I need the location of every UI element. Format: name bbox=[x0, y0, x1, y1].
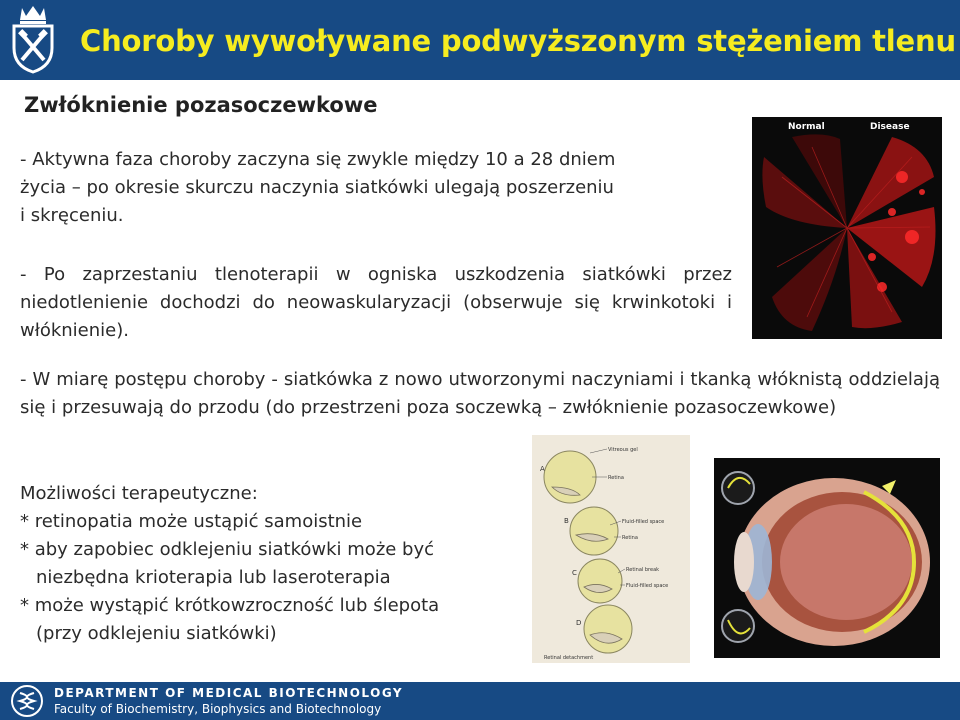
label-retinal-break: Retinal break bbox=[626, 567, 660, 573]
paragraph-line: życia – po okresie skurczu naczynia siatkówki ulegają poszerzeniu bbox=[20, 177, 614, 198]
therapy-options bbox=[20, 480, 540, 648]
paragraph-line: i skręceniu. bbox=[20, 205, 124, 226]
panel-a-label: A bbox=[540, 465, 545, 473]
eye-cross-section-image bbox=[714, 458, 940, 658]
label-vitreous-gel: Vitreous gel bbox=[608, 447, 638, 453]
label-disease: Disease bbox=[870, 122, 910, 132]
paragraph-active-phase bbox=[20, 146, 740, 230]
university-crest-icon bbox=[8, 4, 58, 74]
panel-b-label: B bbox=[564, 517, 569, 525]
therapy-item: * może wystąpić krótkowzroczność lub ślepota bbox=[20, 595, 440, 616]
therapy-item: * aby zapobiec odklejeniu siatkówki może być bbox=[20, 539, 435, 560]
retina-vasculature-image bbox=[752, 117, 942, 339]
therapy-item-continued: niezbędna krioterapia lub laseroterapia bbox=[36, 567, 391, 588]
footer-bar bbox=[0, 682, 960, 720]
label-retina-b: Retina bbox=[622, 535, 638, 541]
label-normal: Normal bbox=[788, 122, 825, 132]
panel-d-label: D bbox=[576, 619, 582, 627]
page-title: Choroby wywoływane podwyższonym stężeniem tlenu bbox=[80, 24, 956, 58]
department-logo-icon bbox=[10, 684, 44, 718]
label-retina-a: Retina bbox=[608, 475, 624, 481]
paragraph-progression: - W miarę postępu choroby - siatkówka z nowo utworzonymi naczyniami i tkanką włóknistą oddzielają się i przesuwają do przodu (do przestrzeni poza soczewką – zwłóknienie pozasoczewkowe) bbox=[20, 369, 940, 418]
therapy-item: * retinopatia może ustąpić samoistnie bbox=[20, 511, 363, 532]
paragraph-neovascularization: - Po zaprzestaniu tlenoterapii w ogniska uszkodzenia siatkówki przez niedotlenienie dochodzi do neowaskularyzacji (obserwuje się krwinkotoki i włóknienie). bbox=[20, 264, 732, 341]
therapy-heading: Możliwości terapeutyczne: bbox=[20, 483, 258, 504]
faculty-name: Faculty of Biochemistry, Biophysics and Biotechnology bbox=[54, 702, 382, 716]
section-heading: Zwłóknienie pozasoczewkowe bbox=[24, 93, 378, 117]
therapy-item-continued: (przy odklejeniu siatkówki) bbox=[36, 623, 277, 644]
label-retinal-detachment: Retinal detachment bbox=[544, 655, 594, 661]
retinal-detachment-diagram bbox=[532, 435, 690, 663]
paragraph-line: - Aktywna faza choroby zaczyna się zwykle między 10 a 28 dniem bbox=[20, 149, 616, 170]
header-bar bbox=[0, 0, 960, 80]
label-fluid-filled-c: Fluid-filled space bbox=[626, 583, 669, 589]
department-name: DEPARTMENT OF MEDICAL BIOTECHNOLOGY bbox=[54, 686, 404, 700]
label-fluid-filled-b: Fluid-filled space bbox=[622, 519, 665, 525]
panel-c-label: C bbox=[572, 569, 577, 577]
